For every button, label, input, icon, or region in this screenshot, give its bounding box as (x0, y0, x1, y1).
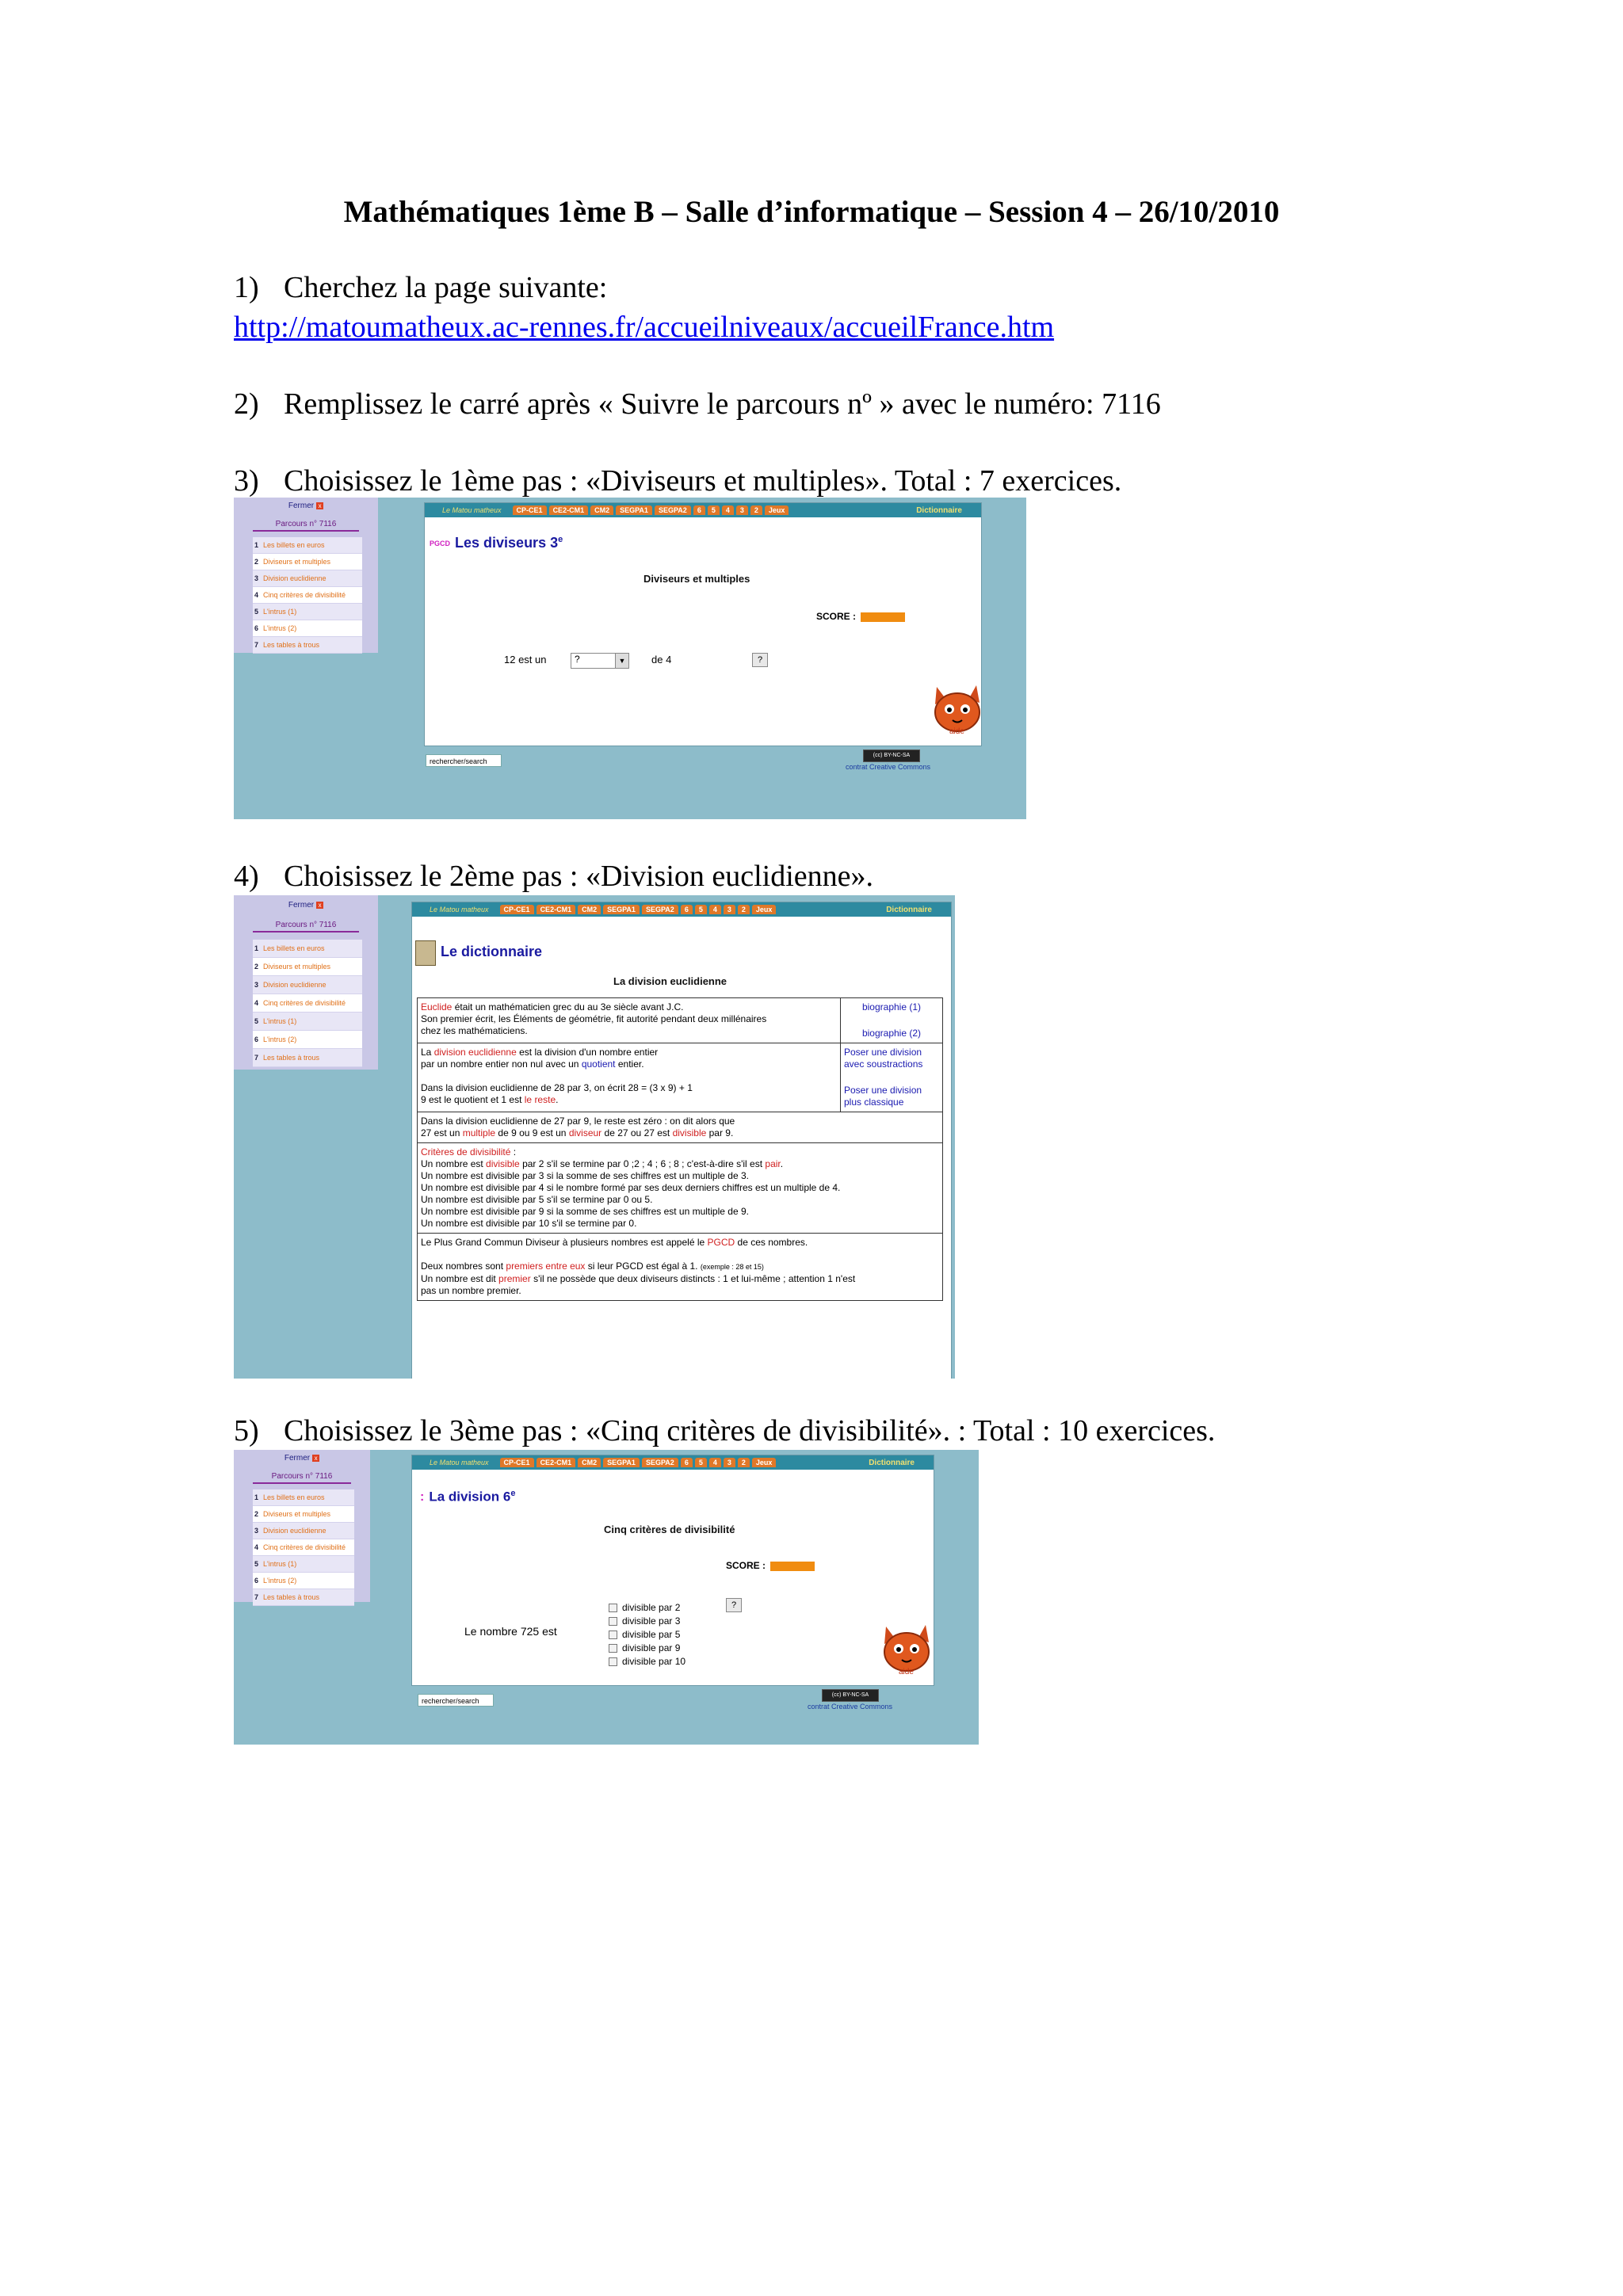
dictionary-heading: Le dictionnaire (441, 944, 543, 959)
parcours-item[interactable]: 4 Cinq critères de divisibilité (253, 587, 362, 604)
table-row (418, 1112, 943, 1143)
top-navbar (425, 503, 981, 517)
score-display: SCORE : (816, 611, 905, 622)
dictionary-panel (411, 902, 952, 1379)
book-icon (415, 940, 436, 966)
help-button[interactable]: ? (752, 653, 768, 667)
table-cell (841, 998, 943, 1043)
nav-tab[interactable]: 3 (724, 1458, 735, 1467)
nav-tab[interactable]: 6 (681, 905, 693, 914)
nav-tab[interactable]: CM2 (590, 505, 613, 515)
parcours-item[interactable]: 6 L'intrus (2) (253, 620, 362, 637)
step-4-text: Choisissez le 2ème pas : «Division euclidienne». (284, 860, 874, 893)
chevron-down-icon: ▼ (615, 654, 628, 668)
exercise-panel (411, 1455, 934, 1686)
nav-tab[interactable]: CP-CE1 (500, 905, 534, 914)
parcours-item[interactable]: 4 Cinq critères de divisibilité (253, 1539, 354, 1556)
top-navbar (412, 1455, 934, 1470)
parcours-title: Parcours n° 7116 (253, 921, 359, 933)
close-label: Fermer (288, 502, 315, 510)
parcours-item[interactable]: 7 Les tables à trous (253, 1049, 362, 1067)
checkbox[interactable] (609, 1657, 617, 1666)
nav-tab[interactable]: 2 (738, 905, 750, 914)
aide-label: aide (899, 1668, 914, 1676)
parcours-title: Parcours n° 7116 (253, 1472, 351, 1484)
parcours-item[interactable]: 5 L'intrus (1) (253, 1013, 362, 1031)
biography-1-link[interactable]: biographie (1) (861, 1001, 922, 1013)
answer-select[interactable]: ? ▼ (571, 653, 629, 669)
nav-tab[interactable]: SEGPA1 (603, 905, 640, 914)
score-display: SCORE : (726, 1560, 815, 1571)
nav-brand[interactable]: Le Matou matheux (430, 1459, 489, 1466)
search-input[interactable]: rechercher/search (426, 754, 502, 767)
screenshot-diviseurs (234, 498, 1026, 819)
step-5-number: 5) (234, 1414, 259, 1447)
table-row (418, 1234, 943, 1301)
answer-options (609, 1601, 685, 1669)
nav-tab[interactable]: Jeux (752, 905, 777, 914)
parcours-item[interactable]: 7 Les tables à trous (253, 1589, 354, 1606)
option-divisible-2[interactable]: divisible par 2 (609, 1601, 685, 1615)
checkbox[interactable] (609, 1604, 617, 1612)
parcours-item[interactable]: 6 L'intrus (2) (253, 1031, 362, 1049)
parcours-item[interactable]: 4 Cinq critères de divisibilité (253, 994, 362, 1013)
checkbox[interactable] (609, 1617, 617, 1626)
parcours-item[interactable]: 2 Diviseurs et multiples (253, 958, 362, 976)
nav-tab[interactable]: SEGPA1 (616, 505, 652, 515)
close-button[interactable] (234, 901, 378, 910)
parcours-sidebar (234, 1450, 370, 1602)
close-button[interactable] (234, 502, 378, 510)
parcours-item[interactable]: 1 Les billets en euros (253, 1489, 354, 1506)
biography-2-link[interactable]: biographie (2) (861, 1028, 922, 1039)
close-icon: x (312, 1455, 319, 1462)
parcours-title: Parcours n° 7116 (253, 520, 359, 532)
parcours-item[interactable]: 5 L'intrus (1) (253, 604, 362, 620)
option-divisible-10[interactable]: divisible par 10 (609, 1655, 685, 1669)
document-title: Mathématiques 1ème B – Salle d’informatique – Session 4 – 26/10/2010 (343, 195, 1280, 229)
nav-tab[interactable]: 2 (738, 1458, 750, 1467)
question-text: Le nombre 725 est (464, 1625, 557, 1638)
table-row (418, 1043, 943, 1112)
close-label: Fermer (288, 901, 315, 910)
close-icon: x (316, 902, 323, 909)
step-5-text: Choisissez le 3ème pas : «Cinq critères de divisibilité». : Total : 10 exercices. (284, 1414, 1216, 1447)
table-cell: Euclide était un mathématicien grec du au 3e siècle avant J.C. Son premier écrit, les Éléments de géométrie, fit autorité pendant deux millénaires chez les mathématiciens. (418, 998, 841, 1043)
table-cell (841, 1043, 943, 1112)
search-input[interactable]: rechercher/search (418, 1694, 494, 1707)
parcours-item[interactable]: 1 Les billets en euros (253, 537, 362, 554)
aide-label: aide (949, 727, 964, 736)
close-label: Fermer (284, 1454, 311, 1463)
nav-tab[interactable]: SEGPA2 (655, 505, 691, 515)
top-navbar (412, 902, 951, 917)
option-divisible-3[interactable]: divisible par 3 (609, 1615, 685, 1628)
parcours-item[interactable]: 2 Diviseurs et multiples (253, 1506, 354, 1523)
parcours-item[interactable]: 3 Division euclidienne (253, 1523, 354, 1539)
parcours-list (253, 1489, 354, 1606)
nav-tab[interactable]: 4 (722, 505, 734, 515)
close-icon: x (316, 502, 323, 509)
nav-tab[interactable]: SEGPA2 (642, 905, 678, 914)
step-1-url-link[interactable]: http://matoumatheux.ac-rennes.fr/accueilniveaux/accueilFrance.htm (234, 311, 1055, 344)
heading-badge: : (420, 1490, 425, 1505)
parcours-list (253, 537, 362, 654)
score-bar (770, 1562, 815, 1571)
nav-tab[interactable]: Jeux (752, 1458, 777, 1467)
parcours-item[interactable]: 7 Les tables à trous (253, 637, 362, 654)
exercise-heading: : La division 6e (420, 1489, 516, 1505)
nav-tab[interactable]: CP-CE1 (500, 1458, 534, 1467)
nav-tab[interactable]: SEGPA1 (603, 1458, 640, 1467)
table-cell: La division euclidienne est la division d'un nombre entier par un nombre entier non nul avec un quotient entier. Dans la division euclidienne de 28 par 3, on écrit 28 = (3 x 9) + 1 9 est le quotient et 1 est le reste. (418, 1043, 841, 1112)
step-2-text: Remplissez le carré après « Suivre le parcours nº » avec le numéro: 7116 (284, 387, 1161, 421)
cc-license-icon[interactable]: (cc) BY-NC-SA (822, 1689, 879, 1702)
nav-tab[interactable]: CE2-CM1 (537, 905, 576, 914)
nav-tab[interactable]: SEGPA2 (642, 1458, 678, 1467)
score-bar (861, 612, 905, 622)
exercise-panel (424, 502, 982, 746)
nav-tab[interactable]: CE2-CM1 (549, 505, 589, 515)
nav-tab[interactable]: 2 (750, 505, 762, 515)
nav-tab[interactable]: 3 (724, 905, 735, 914)
nav-brand[interactable]: Le Matou matheux (442, 506, 502, 514)
nav-tab[interactable]: CM2 (578, 905, 601, 914)
dictionary-table (417, 997, 943, 1301)
nav-tab[interactable]: 6 (681, 1458, 693, 1467)
nav-tab[interactable]: 5 (695, 1458, 707, 1467)
step-3-number: 3) (234, 464, 259, 498)
nav-brand[interactable]: Le Matou matheux (430, 906, 489, 913)
nav-tab[interactable]: 5 (695, 905, 707, 914)
nav-tab[interactable]: 3 (736, 505, 748, 515)
nav-tab[interactable]: 5 (708, 505, 720, 515)
step-1-number: 1) (234, 271, 259, 304)
nav-dictionary-link[interactable]: Dictionnaire (886, 905, 932, 914)
nav-tab[interactable]: CP-CE1 (513, 505, 547, 515)
exercise-heading: PGCD Les diviseurs 3e (430, 535, 563, 551)
parcours-item[interactable]: 2 Diviseurs et multiples (253, 554, 362, 570)
exercise-subtitle: Diviseurs et multiples (643, 573, 750, 585)
nav-tab[interactable]: Jeux (765, 505, 789, 515)
step-2-number: 2) (234, 387, 259, 421)
division-subtraction-link[interactable]: Poser une division avec soustractions (844, 1047, 923, 1070)
option-divisible-5[interactable]: divisible par 5 (609, 1628, 685, 1642)
option-divisible-9[interactable]: divisible par 9 (609, 1642, 685, 1655)
nav-dictionary-link[interactable]: Dictionnaire (869, 1458, 915, 1467)
parcours-item[interactable]: 3 Division euclidienne (253, 976, 362, 994)
table-cell: Dans la division euclidienne de 27 par 9, le reste est zéro : on dit alors que 27 est un multiple de 9 ou 9 est un diviseur de 27 ou 27 est divisible par 9. (418, 1112, 943, 1143)
table-row (418, 1143, 943, 1234)
screenshot-dictionnaire (234, 895, 955, 1379)
cc-license-link[interactable]: contrat Creative Commons (846, 763, 931, 771)
cc-license-icon[interactable]: (cc) BY-NC-SA (863, 749, 920, 762)
step-1-text: Cherchez la page suivante: (284, 271, 608, 304)
help-button[interactable]: ? (726, 1598, 742, 1612)
parcours-list (253, 940, 362, 1067)
parcours-item[interactable]: 1 Les billets en euros (253, 940, 362, 958)
parcours-sidebar (234, 498, 378, 653)
step-4-number: 4) (234, 860, 259, 893)
cc-license-link[interactable]: contrat Creative Commons (808, 1703, 893, 1711)
close-button[interactable] (234, 1454, 370, 1463)
parcours-sidebar (234, 895, 378, 1070)
step-3-text: Choisissez le 1ème pas : «Diviseurs et multiples». Total : 7 exercices. (284, 464, 1122, 498)
nav-tab[interactable]: 4 (709, 905, 721, 914)
question-right: de 4 (651, 654, 672, 666)
parcours-item[interactable]: 3 Division euclidienne (253, 570, 362, 587)
checkbox[interactable] (609, 1630, 617, 1639)
parcours-item[interactable]: 5 L'intrus (1) (253, 1556, 354, 1573)
nav-tab[interactable]: CM2 (578, 1458, 601, 1467)
exercise-subtitle: Cinq critères de divisibilité (604, 1524, 735, 1535)
division-classic-link[interactable]: Poser une division plus classique (844, 1085, 922, 1108)
screenshot-divisibilite (234, 1450, 979, 1745)
nav-dictionary-link[interactable]: Dictionnaire (916, 505, 962, 515)
dictionary-subtitle: La division euclidienne (613, 975, 727, 987)
pgcd-badge: PGCD (430, 540, 451, 548)
question-left: 12 est un (504, 654, 547, 666)
table-cell: Le Plus Grand Commun Diviseur à plusieurs nombres est appelé le PGCD de ces nombres. Deux nombres sont premiers entre eux si leur PGCD est égal à 1. (exemple : 28 et 15) Un nombre est dit premier s'il ne possède que deux diviseurs distincts : 1 et lui-même ; attention 1 n'est pas un nombre premier. (418, 1234, 943, 1301)
nav-tab[interactable]: CE2-CM1 (537, 1458, 576, 1467)
parcours-item[interactable]: 6 L'intrus (2) (253, 1573, 354, 1589)
table-row (418, 998, 943, 1043)
table-cell: Critères de divisibilité : Un nombre est divisible par 2 s'il se termine par 0 ;2 ; 4 ; 6 ; 8 ; c'est-à-dire s'il est pair. Un nombre est divisible par 3 si la somme de ses chiffres est un multiple de 3. Un nombre est divisible par 4 si le nombre formé par ses deux derniers chiffres est un multiple de 4. Un nombre est divisible par 5 s'il se termine par 0 ou 5. Un nombre est divisible par 9 si la somme de ses chiffres est un multiple de 9. Un nombre est divisible par 10 s'il se termine par 0. (418, 1143, 943, 1234)
nav-tab[interactable]: 4 (709, 1458, 721, 1467)
checkbox[interactable] (609, 1644, 617, 1653)
nav-tab[interactable]: 6 (693, 505, 705, 515)
